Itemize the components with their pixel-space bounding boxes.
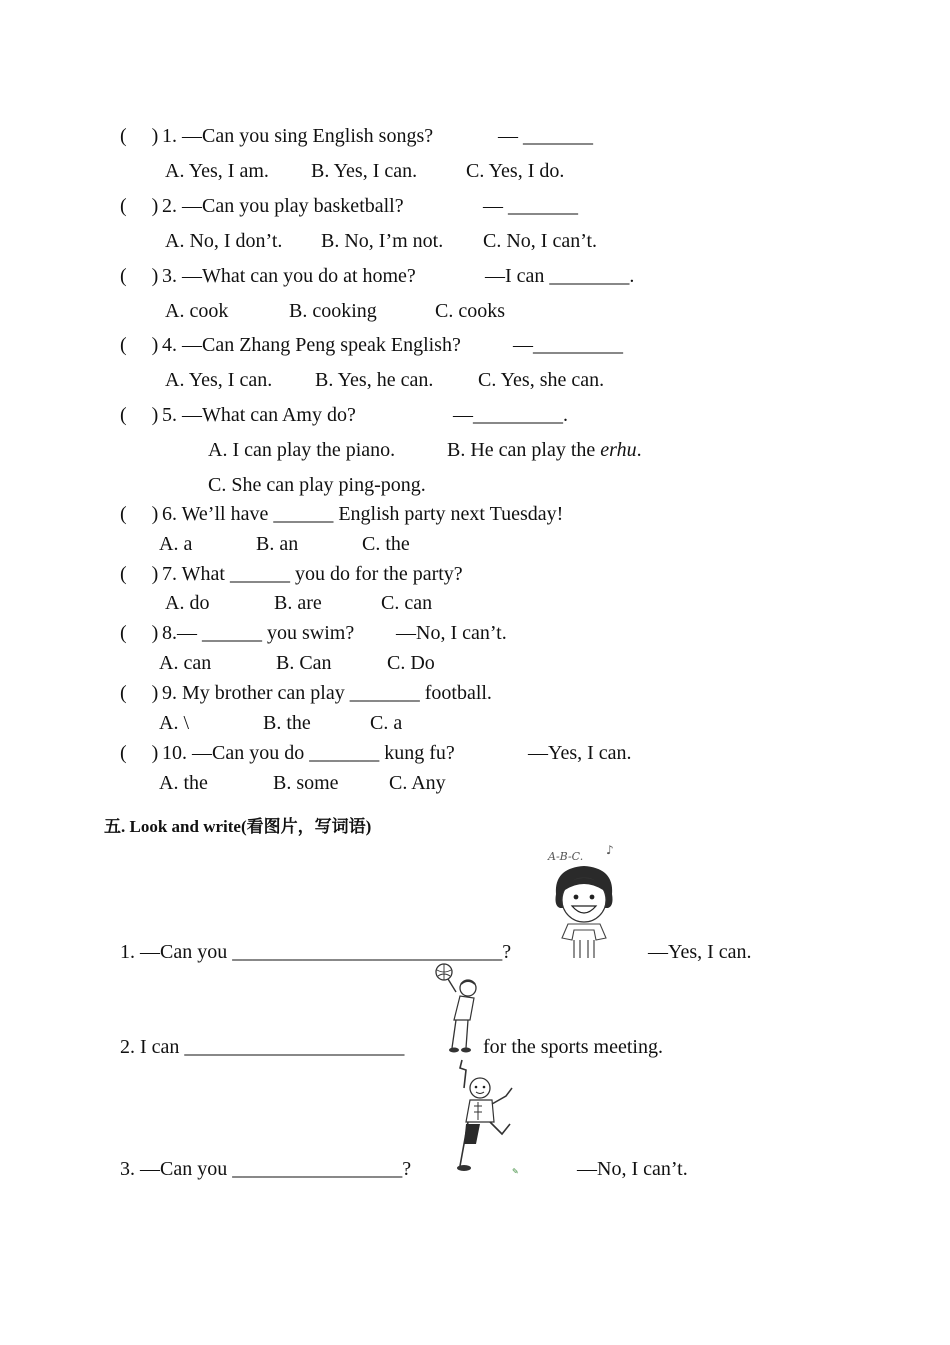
q10-option-c[interactable]: C. Any xyxy=(389,772,446,794)
q4-option-a[interactable]: A. Yes, I can. xyxy=(165,369,273,391)
look-write-item-1[interactable]: 1. —Can you ___________________________? xyxy=(120,941,512,963)
look-write-item-1-answer: —Yes, I can. xyxy=(648,941,752,963)
q9-option-b[interactable]: B. the xyxy=(263,712,311,734)
q6-option-a[interactable]: A. a xyxy=(159,533,193,555)
q7-stem: 7. What ______ you do for the party? xyxy=(162,563,463,585)
q5-option-b-italic: erhu xyxy=(600,439,637,461)
q4-option-c[interactable]: C. Yes, she can. xyxy=(478,369,605,391)
q5-option-a[interactable]: A. I can play the piano. xyxy=(208,439,396,461)
q7-option-b[interactable]: B. are xyxy=(274,592,322,614)
q1-option-b[interactable]: B. Yes, I can. xyxy=(311,160,418,182)
q5-option-b-text: B. He can play the xyxy=(447,439,601,461)
singing-girl-icon xyxy=(544,842,624,962)
q3-paren[interactable]: ( ) xyxy=(120,265,159,287)
q8-option-b[interactable]: B. Can xyxy=(276,652,332,674)
svg-text:♪: ♪ xyxy=(606,843,614,857)
q1-answer-blank[interactable]: — _______ xyxy=(498,125,593,147)
q1-stem: 1. —Can you sing English songs? xyxy=(162,125,434,147)
q10-paren[interactable]: ( ) xyxy=(120,742,159,764)
q9-stem: 9. My brother can play _______ football. xyxy=(162,682,492,704)
q1-option-c[interactable]: C. Yes, I do. xyxy=(466,160,565,182)
section-title: 五. Look and write(看图片，写词语) xyxy=(104,817,372,836)
kung-fu-picture xyxy=(450,1058,520,1176)
q6-paren[interactable]: ( ) xyxy=(120,503,159,525)
kung-fu-boy-icon xyxy=(450,1058,520,1176)
q6-option-c[interactable]: C. the xyxy=(362,533,410,555)
q5-answer-blank[interactable]: —_________. xyxy=(453,404,568,426)
q10-answer: —Yes, I can. xyxy=(528,742,632,764)
q6-stem: 6. We’ll have ______ English party next Tuesday! xyxy=(162,503,564,525)
q9-option-a[interactable]: A. \ xyxy=(159,712,189,734)
q6-option-b[interactable]: B. an xyxy=(256,533,299,555)
q10-option-a[interactable]: A. the xyxy=(159,772,208,794)
q5-option-b[interactable] xyxy=(447,438,642,462)
q2-option-b[interactable]: B. No, I’m not. xyxy=(321,230,444,252)
q7-paren[interactable]: ( ) xyxy=(120,563,159,585)
look-write-item-2[interactable]: 2. I can ______________________ xyxy=(120,1036,405,1058)
sing-caption: A-B-C. xyxy=(548,850,584,863)
q2-option-a[interactable]: A. No, I don’t. xyxy=(165,230,283,252)
q3-option-c[interactable]: C. cooks xyxy=(435,300,505,322)
q4-option-b[interactable]: B. Yes, he can. xyxy=(315,369,434,391)
q5-paren[interactable]: ( ) xyxy=(120,404,159,426)
q7-option-a[interactable]: A. do xyxy=(165,592,210,614)
basketball-player-icon xyxy=(430,962,486,1054)
q4-paren[interactable]: ( ) xyxy=(120,334,159,356)
q2-paren[interactable]: ( ) xyxy=(120,195,159,217)
q1-option-a[interactable]: A. Yes, I am. xyxy=(165,160,269,182)
q5-option-c[interactable]: C. She can play ping-pong. xyxy=(208,474,426,496)
q8-option-a[interactable]: A. can xyxy=(159,652,212,674)
look-write-item-2-answer: for the sports meeting. xyxy=(483,1036,663,1058)
q5-option-b-end: . xyxy=(636,439,642,461)
q7-option-c[interactable]: C. can xyxy=(381,592,433,614)
q5-stem: 5. —What can Amy do? xyxy=(162,404,356,426)
look-write-item-3[interactable]: 3. —Can you _________________? xyxy=(120,1158,412,1180)
q3-answer-blank[interactable]: —I can ________. xyxy=(485,265,635,287)
q10-stem: 10. —Can you do _______ kung fu? xyxy=(162,742,455,764)
basketball-picture xyxy=(430,962,486,1054)
q2-stem: 2. —Can you play basketball? xyxy=(162,195,404,217)
q4-stem: 4. —Can Zhang Peng speak English? xyxy=(162,334,461,356)
q9-paren[interactable]: ( ) xyxy=(120,682,159,704)
svg-text:✎: ✎ xyxy=(512,1167,519,1176)
q3-option-a[interactable]: A. cook xyxy=(165,300,229,322)
q8-paren[interactable]: ( ) xyxy=(120,622,159,644)
look-write-item-3-answer: —No, I can’t. xyxy=(577,1158,688,1180)
q8-option-c[interactable]: C. Do xyxy=(387,652,435,674)
q8-answer: —No, I can’t. xyxy=(396,622,507,644)
q8-stem: 8.— ______ you swim? xyxy=(162,622,355,644)
singing-girl-picture xyxy=(544,842,624,962)
q2-answer-blank[interactable]: — _______ xyxy=(483,195,578,217)
q3-option-b[interactable]: B. cooking xyxy=(289,300,377,322)
q3-stem: 3. —What can you do at home? xyxy=(162,265,416,287)
q9-option-c[interactable]: C. a xyxy=(370,712,403,734)
q4-answer-blank[interactable]: —_________ xyxy=(513,334,623,356)
q1-paren[interactable]: ( ) xyxy=(120,125,159,147)
q2-option-c[interactable]: C. No, I can’t. xyxy=(483,230,598,252)
q10-option-b[interactable]: B. some xyxy=(273,772,339,794)
